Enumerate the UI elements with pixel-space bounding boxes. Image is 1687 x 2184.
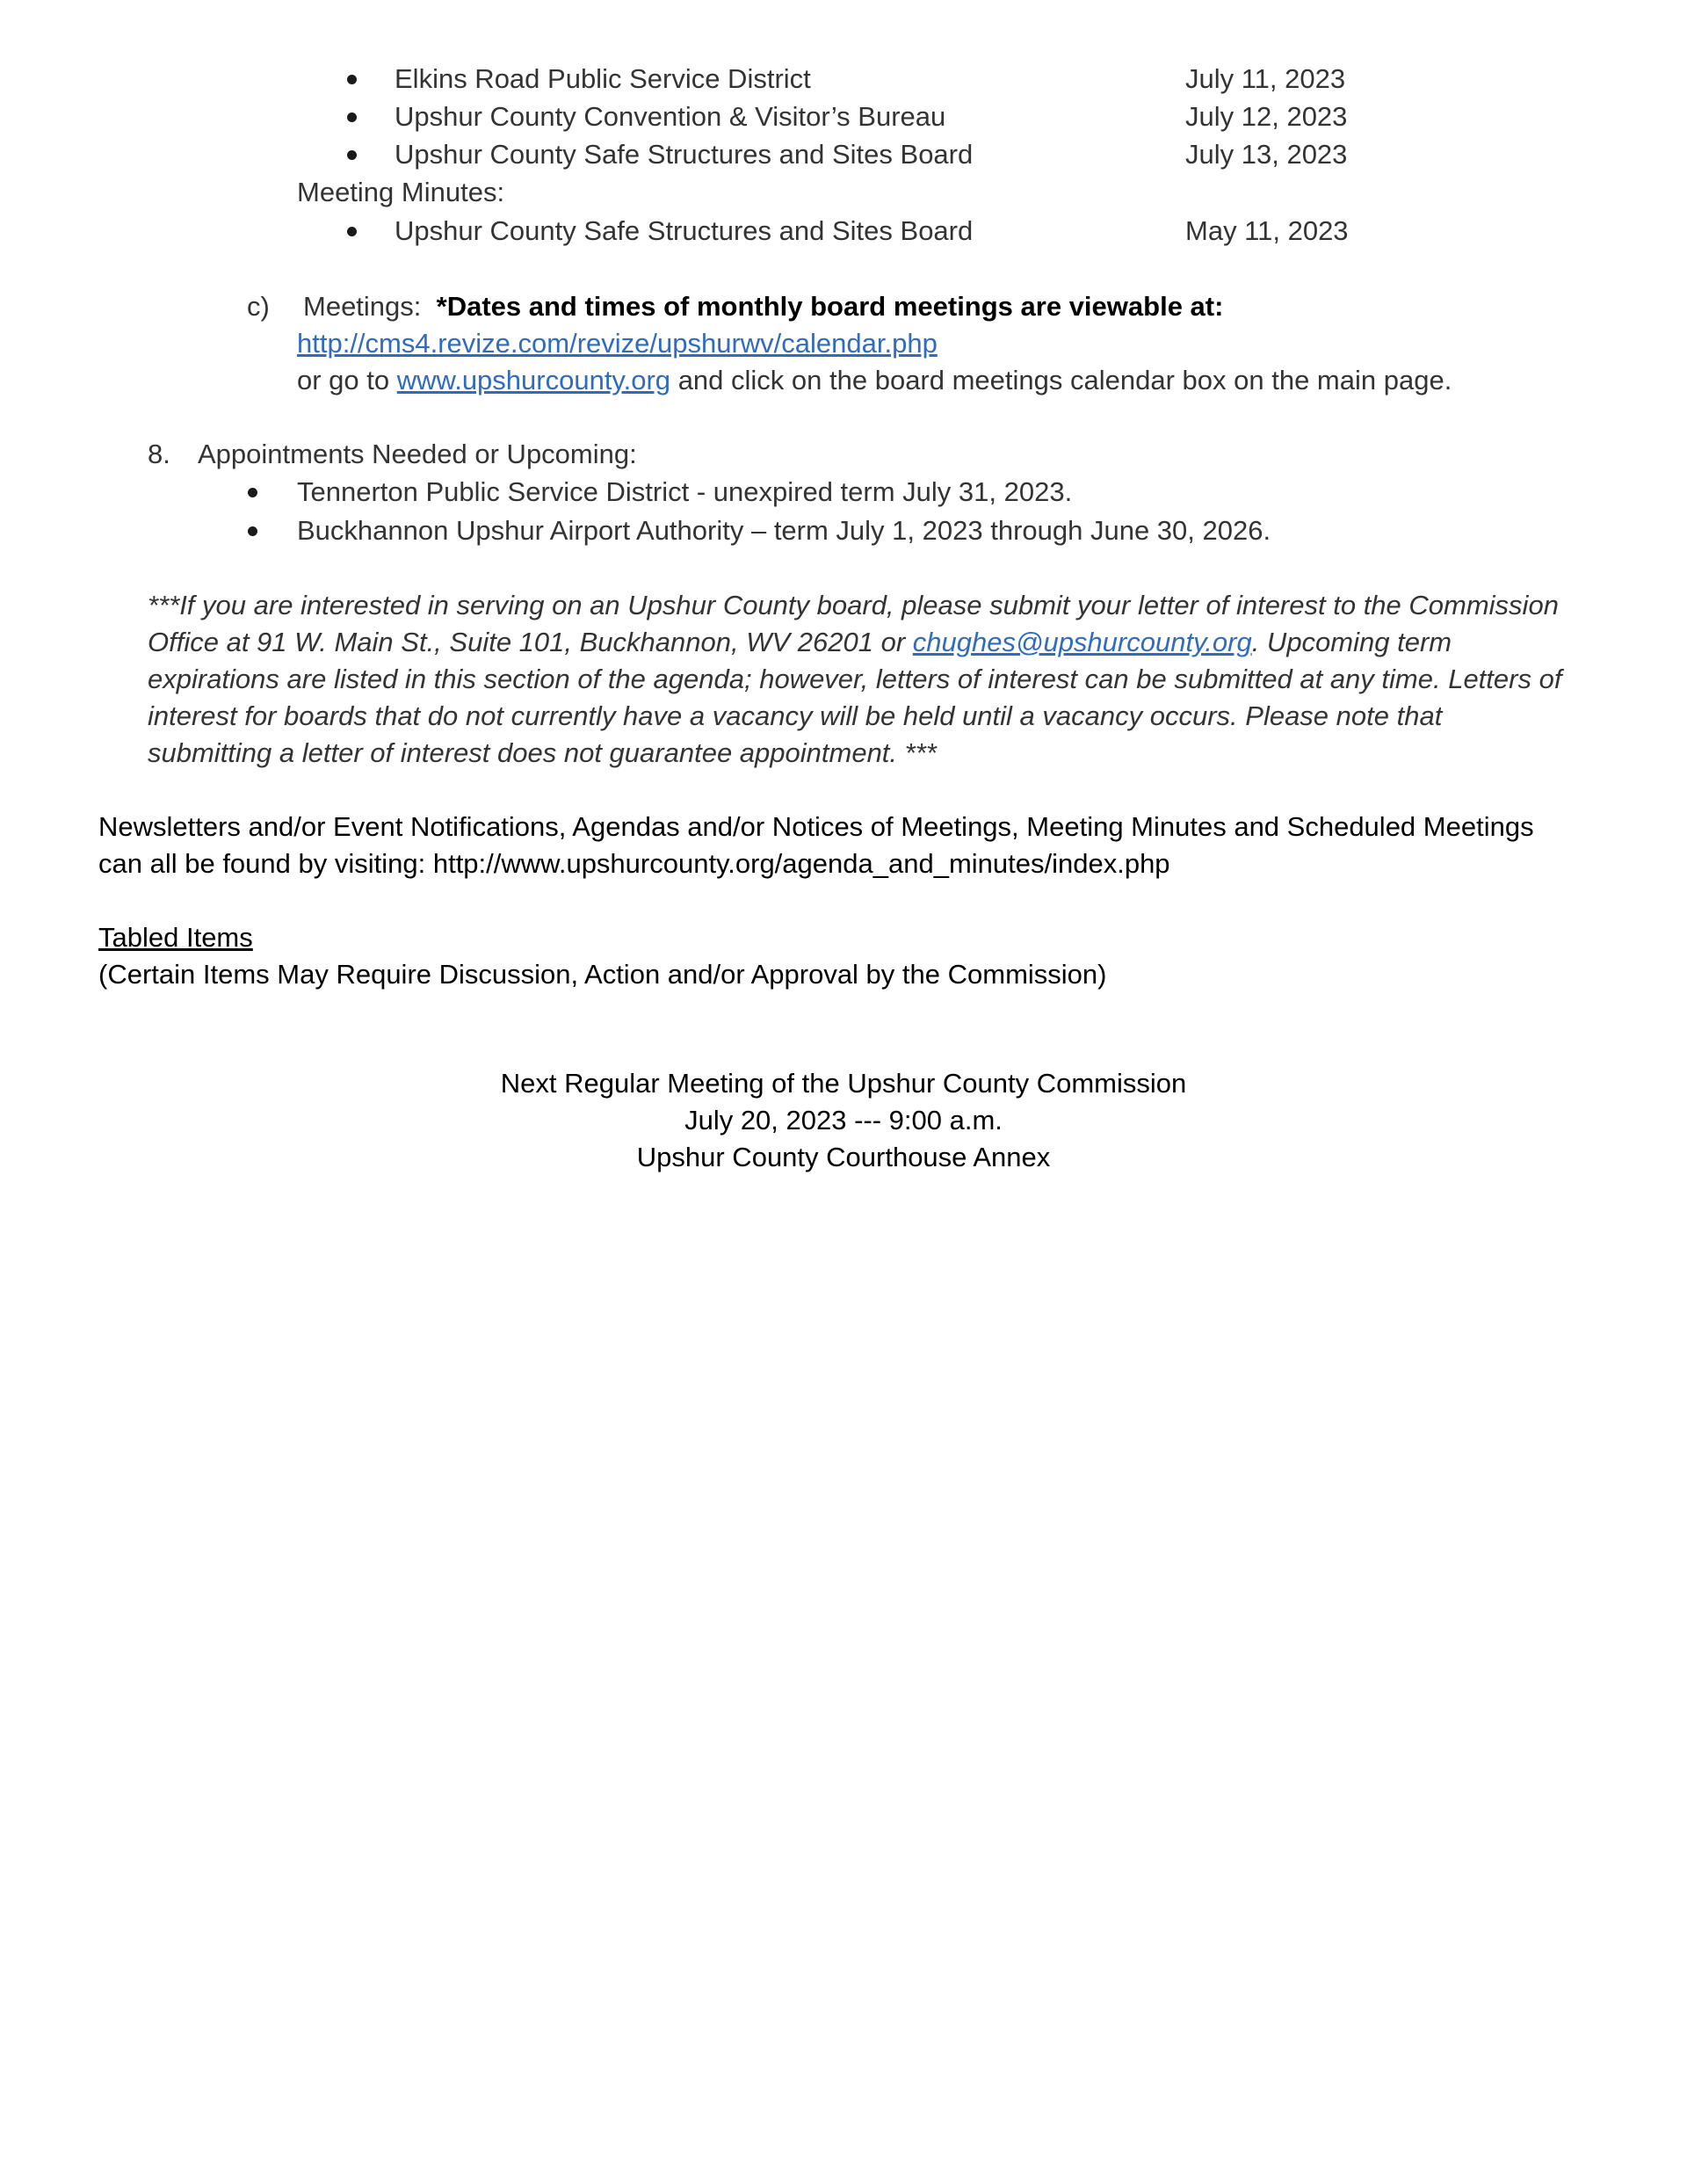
bullet-icon xyxy=(347,150,357,160)
bullet-icon xyxy=(347,112,357,122)
newsletters-line: can all be found by visiting: http://www.upshurcounty.org/agenda_and_minutes/index.php xyxy=(98,848,1170,879)
minutes-item-name: Upshur County Safe Structures and Sites Board xyxy=(395,215,974,246)
bullet-icon xyxy=(248,488,257,497)
bullet-icon xyxy=(248,526,257,536)
site-link-after-text: and click on the board meetings calendar box on the main page. xyxy=(677,365,1452,395)
bullet-icon xyxy=(347,75,357,84)
calendar-link[interactable]: http://cms4.revize.com/revize/upshurwv/calendar.php xyxy=(297,328,938,359)
calendar-link-line xyxy=(297,325,938,362)
site-link[interactable]: www.upshurcounty.org xyxy=(396,365,671,395)
meetings-marker: c) xyxy=(247,291,270,322)
notice-line xyxy=(148,624,1452,661)
notice-line: submitting a letter of interest does not guarantee appointment. *** xyxy=(148,737,937,768)
bullet-icon xyxy=(347,227,357,236)
appointment-item: Buckhannon Upshur Airport Authority – term July 1, 2023 through June 30, 2026. xyxy=(297,515,1271,546)
tabled-items-heading: Tabled Items xyxy=(98,922,253,953)
minutes-item-date: May 11, 2023 xyxy=(1185,215,1349,246)
notice-text: Office at 91 W. Main St., Suite 101, Buckhannon, WV 26201 or xyxy=(148,627,906,657)
or-go-to-text: or go to xyxy=(297,365,390,395)
meeting-name: Elkins Road Public Service District xyxy=(395,63,811,94)
meeting-name: Upshur County Safe Structures and Sites Board xyxy=(395,139,974,170)
notice-line: interest for boards that do not currently have a vacancy will be held until a vacancy occurs. Please note that xyxy=(148,700,1443,731)
next-meeting-location: Upshur County Courthouse Annex xyxy=(636,1142,1051,1172)
meetings-label: Meetings: xyxy=(303,291,422,322)
notice-text: . Upcoming term xyxy=(1251,627,1452,657)
meeting-date: July 11, 2023 xyxy=(1185,63,1346,94)
appointments-number: 8. xyxy=(148,439,170,469)
site-link-line xyxy=(297,362,1452,399)
newsletters-line: Newsletters and/or Event Notifications, Agendas and/or Notices of Meetings, Meeting Minutes and Scheduled Meetings xyxy=(98,811,1534,842)
notice-line: expirations are listed in this section of the agenda; however, letters of interest can be submitted at any time. Letters of xyxy=(148,664,1562,694)
minutes-heading: Meeting Minutes: xyxy=(297,177,505,207)
appointment-item: Tennerton Public Service District - unexpired term July 31, 2023. xyxy=(297,476,1073,507)
next-meeting-datetime: July 20, 2023 --- 9:00 a.m. xyxy=(684,1105,1003,1136)
appointments-heading: Appointments Needed or Upcoming: xyxy=(198,439,637,469)
meeting-date: July 13, 2023 xyxy=(1185,139,1348,170)
next-meeting-title: Next Regular Meeting of the Upshur County Commission xyxy=(500,1068,1187,1099)
tabled-items-note: (Certain Items May Require Discussion, Action and/or Approval by the Commission) xyxy=(98,959,1107,990)
meetings-line xyxy=(303,288,1223,325)
notice-line: ***If you are interested in serving on an Upshur County board, please submit your letter of interest to the Commission xyxy=(148,590,1559,620)
meetings-bold-text: *Dates and times of monthly board meetings are viewable at: xyxy=(436,291,1224,322)
email-link[interactable]: chughes@upshurcounty.org xyxy=(912,627,1252,657)
meeting-name: Upshur County Convention & Visitor’s Bureau xyxy=(395,101,946,132)
meeting-date: July 12, 2023 xyxy=(1185,101,1348,132)
